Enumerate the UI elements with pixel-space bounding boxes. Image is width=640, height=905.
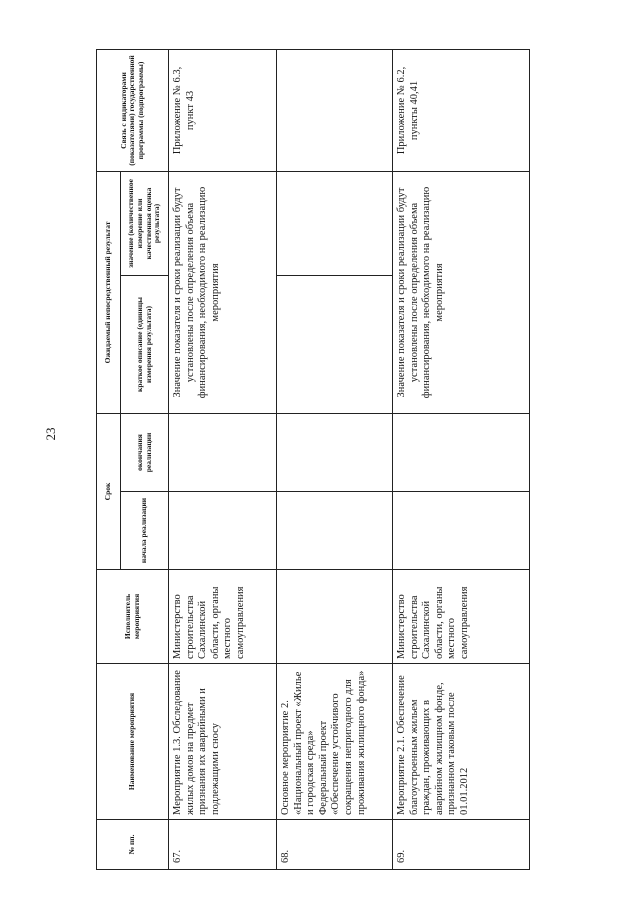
row-name: Мероприятие 1.3. Обследование жилых домов на предмет признания их аварийными и подлежащими сносу [169, 664, 277, 820]
table-row [393, 49, 530, 869]
header-executor: Исполнитель мероприятия [97, 570, 169, 664]
header-name: Наименование мероприятия [97, 664, 169, 820]
rotated-table-container [96, 50, 530, 870]
row-result [277, 275, 393, 413]
header-term: Срок [97, 413, 121, 569]
row-end [393, 413, 530, 491]
row-name: Основное мероприятие 2. «Национальный проект «Жилье и городская среда» Федеральный проект «Обеспечение устойчивого сокращения непригодного для проживания жилищного фонда» [277, 664, 393, 820]
row-name: Мероприятие 2.1. Обеспечение благоустроенным жильем граждан, проживающих в аварийном жилищном фонде, признанном таковым после 01.01.2012 [393, 664, 530, 820]
row-link [277, 49, 393, 171]
row-start [169, 492, 277, 570]
row-executor: Министерство строительства Сахалинской области, органы местного самоуправления [393, 570, 530, 664]
activities-table [96, 49, 530, 870]
header-term-end: окончания реализации [121, 413, 169, 491]
header-expected: Ожидаемый непосредственный результат [97, 171, 121, 413]
row-link: Приложение № 6.2, пункты 40,41 [393, 49, 530, 171]
table-row [169, 49, 277, 869]
row-link: Приложение № 6.3, пункт 43 [169, 49, 277, 171]
page-number: 23 [43, 427, 58, 441]
row-result: Значение показателя и сроки реализации будут установлены после определения объема финансирования, необходимого на реализацию мероприятия [393, 171, 530, 413]
header-row-1 [97, 49, 121, 869]
header-expected-short: краткое описание (единицы измерения результата) [121, 275, 169, 413]
row-executor: Министерство строительства Сахалинской области, органы местного самоуправления [169, 570, 277, 664]
row-num: 69. [393, 820, 530, 870]
row-num: 67. [169, 820, 277, 870]
row-start [393, 492, 530, 570]
row-end [277, 413, 393, 491]
row-start [277, 492, 393, 570]
header-num: № пп. [97, 820, 169, 870]
header-link: Связь с индикаторами (показателями) государственной программы (подпрограммы) [97, 49, 169, 171]
header-expected-value: значение (количественное измерение или качественная оценка результата) [121, 171, 169, 275]
row-executor [277, 570, 393, 664]
row-value [277, 171, 393, 275]
header-term-start: начала реализации [121, 492, 169, 570]
row-result: Значение показателя и сроки реализации будут установлены после определения объема финансирования, необходимого на реализацию мероприятия [169, 171, 277, 413]
row-end [169, 413, 277, 491]
row-num: 68. [277, 820, 393, 870]
table-row [277, 49, 393, 869]
